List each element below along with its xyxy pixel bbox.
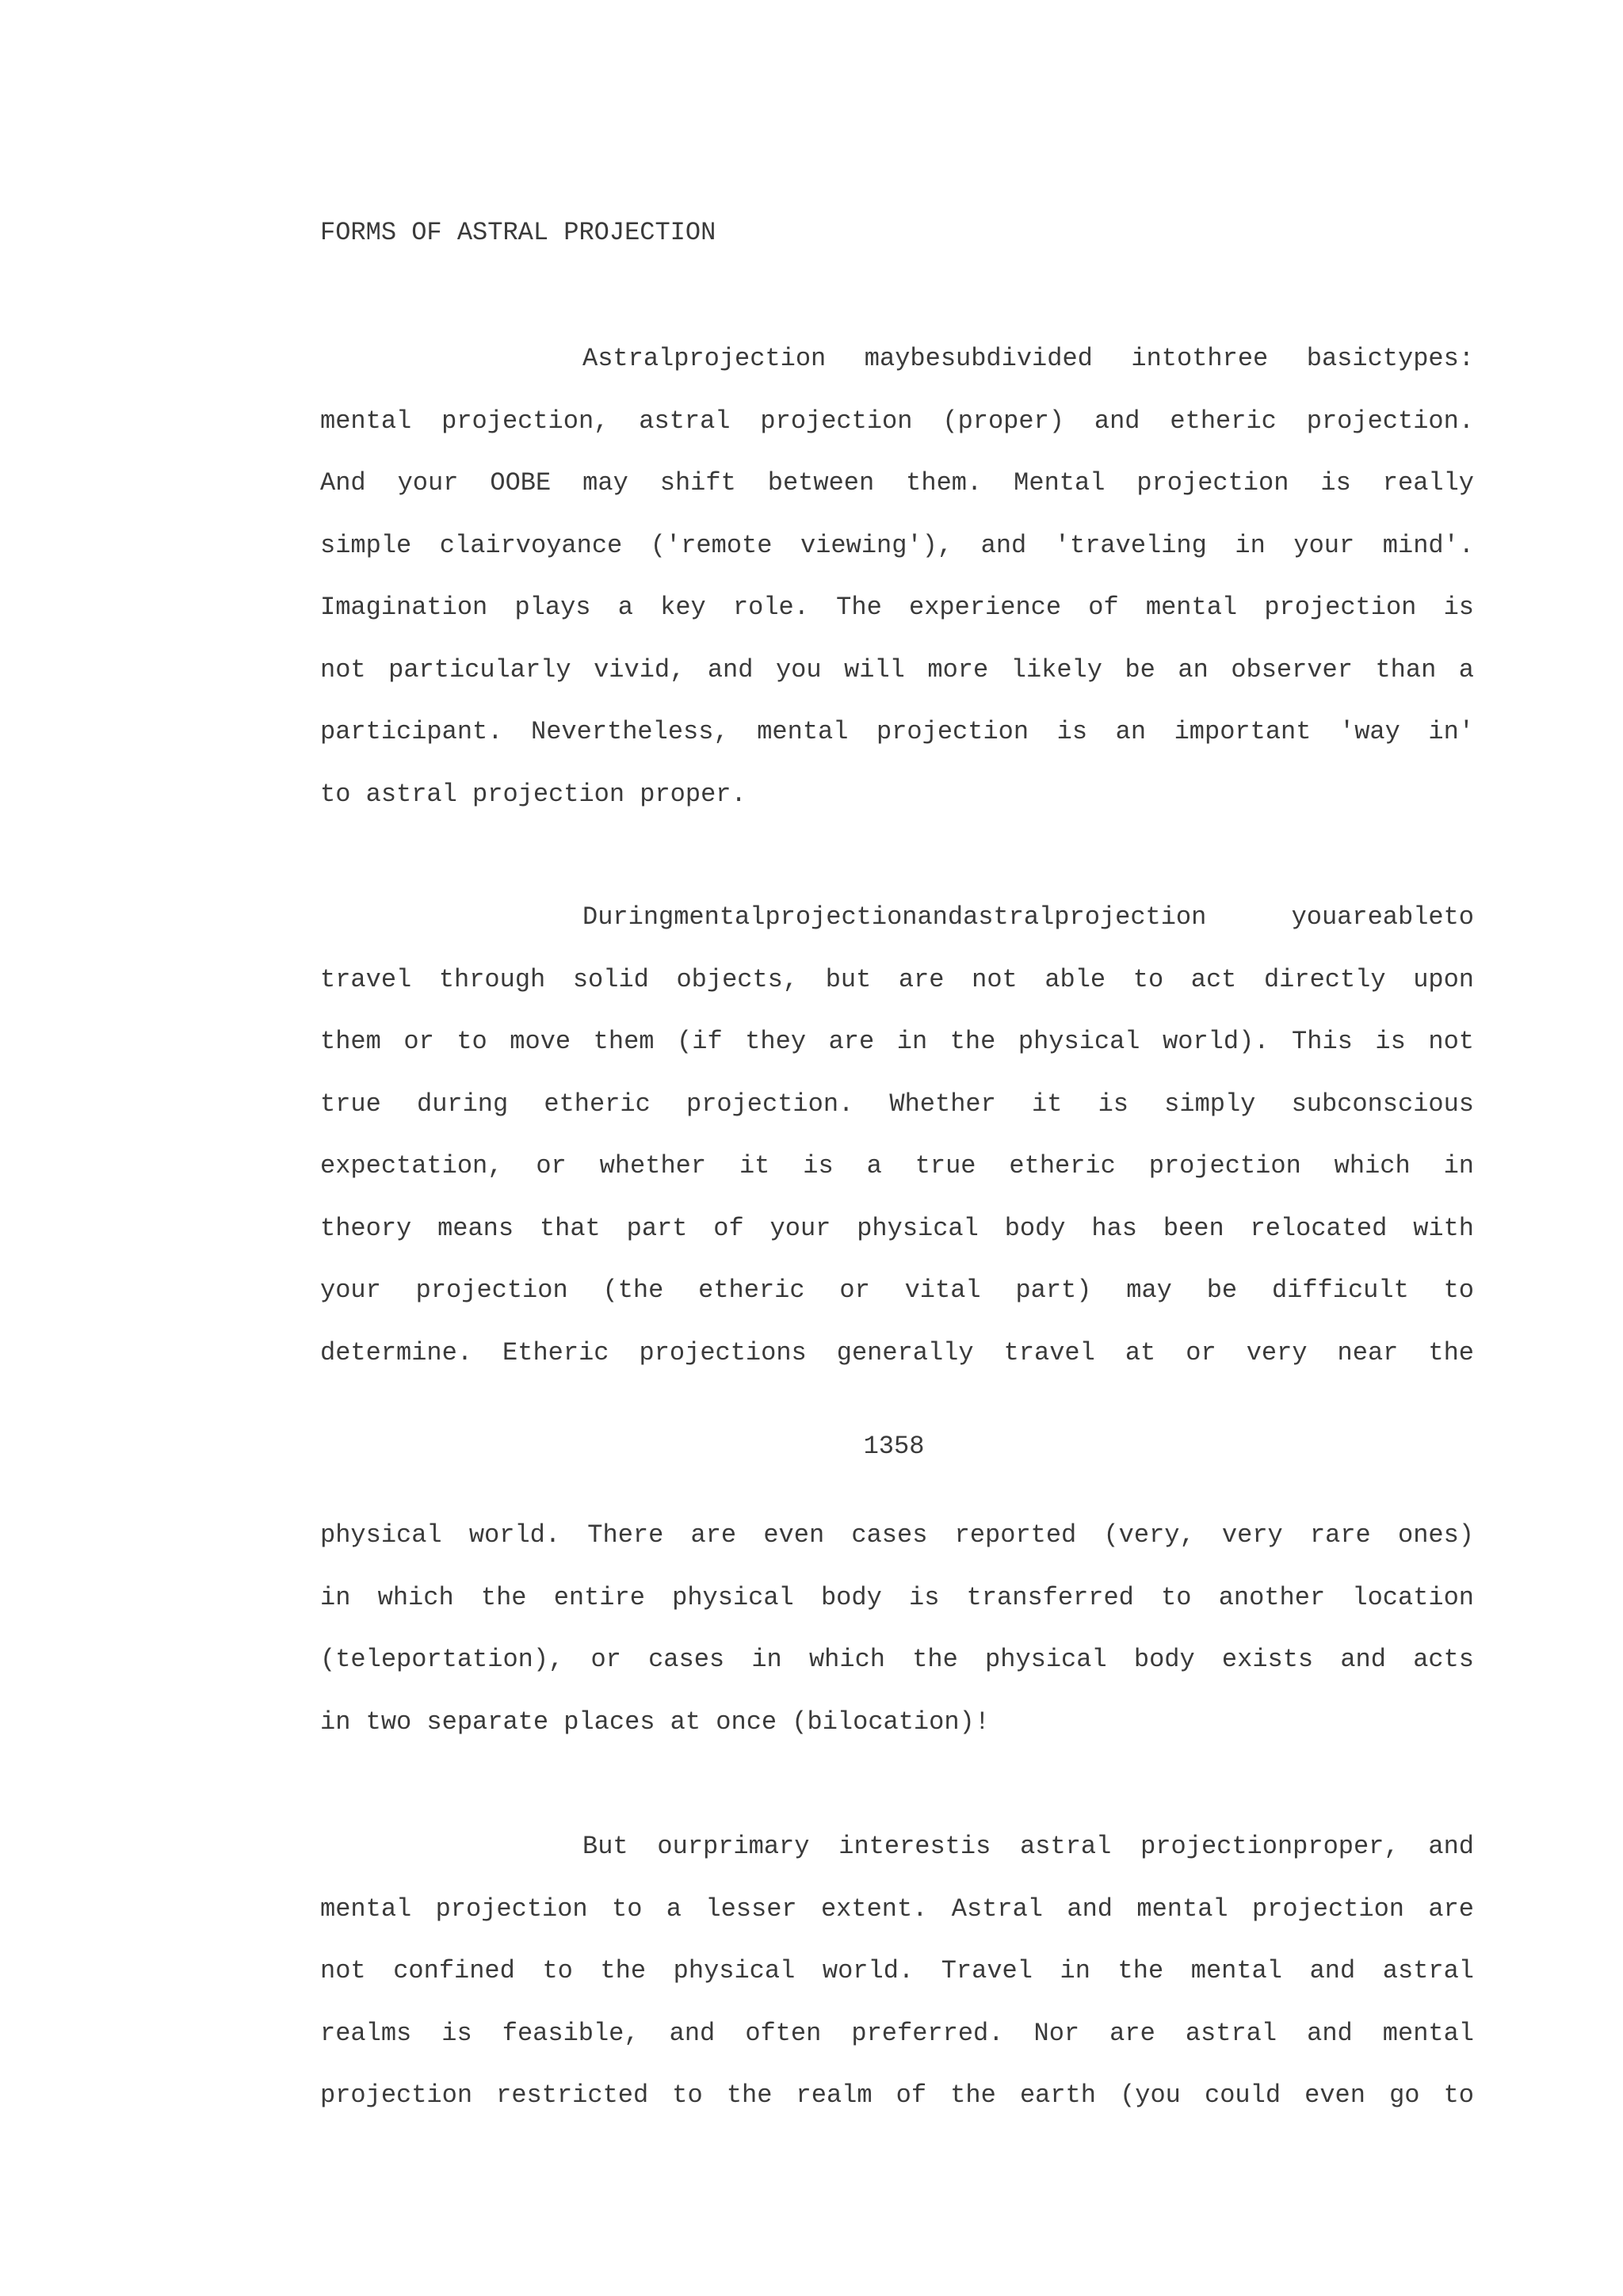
text-line: Astralprojection maybesubdivided intothree basictypes: <box>582 344 1474 373</box>
text-line: them or to move them (if they are in the physical world). This is not <box>320 1027 1474 1056</box>
page-number: 1358 <box>863 1432 925 1461</box>
text-line: true during etheric projection. Whether it is simply subconscious <box>320 1089 1474 1119</box>
paragraph-3 <box>320 1520 1474 1768</box>
paragraph-1 <box>320 343 1474 841</box>
text-line: realms is feasible, and often preferred. Nor are astral and mental <box>320 2018 1474 2048</box>
text-line: physical world. There are even cases reported (very, very rare ones) <box>320 1520 1474 1550</box>
text-line: Imagination plays a key role. The experience of mental projection is <box>320 593 1474 622</box>
text-line: But ourprimary interestis astral projectionproper, and <box>582 1832 1474 1861</box>
text-line: mental projection, astral projection (proper) and etheric projection. <box>320 406 1474 436</box>
text-line: your projection (the etheric or vital part) may be difficult to <box>320 1276 1474 1305</box>
section-heading: FORMS OF ASTRAL PROJECTION <box>320 218 716 247</box>
paragraph-4 <box>320 1831 1474 2142</box>
text-line: projection restricted to the realm of the earth (you could even go to <box>320 2081 1474 2110</box>
text-line: expectation, or whether it is a true etheric projection which in <box>320 1151 1474 1180</box>
text-line: not particularly vivid, and you will more likely be an observer than a <box>320 654 1474 685</box>
text-line: mental projection to a lesser extent. Astral and mental projection are <box>320 1894 1474 1924</box>
text-line: Duringmentalprojectionandastralprojection youareableto <box>582 902 1474 932</box>
text-line: participant. Nevertheless, mental projection is an important 'way in' <box>320 717 1474 746</box>
text-line: not confined to the physical world. Travel in the mental and astral <box>320 1956 1474 1985</box>
text-line: in two separate places at once (bilocation)! <box>320 1707 990 1737</box>
text-line: simple clairvoyance ('remote viewing'), and 'traveling in your mind'. <box>320 530 1474 560</box>
text-line: to astral projection proper. <box>320 779 747 809</box>
paragraph-2 <box>320 902 1474 1399</box>
text-line: (teleportation), or cases in which the physical body exists and acts <box>320 1645 1474 1674</box>
text-line: determine. Etheric projections generally travel at or very near the <box>320 1337 1474 1367</box>
text-line: in which the entire physical body is transferred to another location <box>320 1582 1474 1612</box>
text-line: travel through solid objects, but are not able to act directly upon <box>320 964 1474 994</box>
text-line: theory means that part of your physical body has been relocated with <box>320 1213 1474 1243</box>
text-line: And your OOBE may shift between them. Mental projection is really <box>320 468 1474 498</box>
